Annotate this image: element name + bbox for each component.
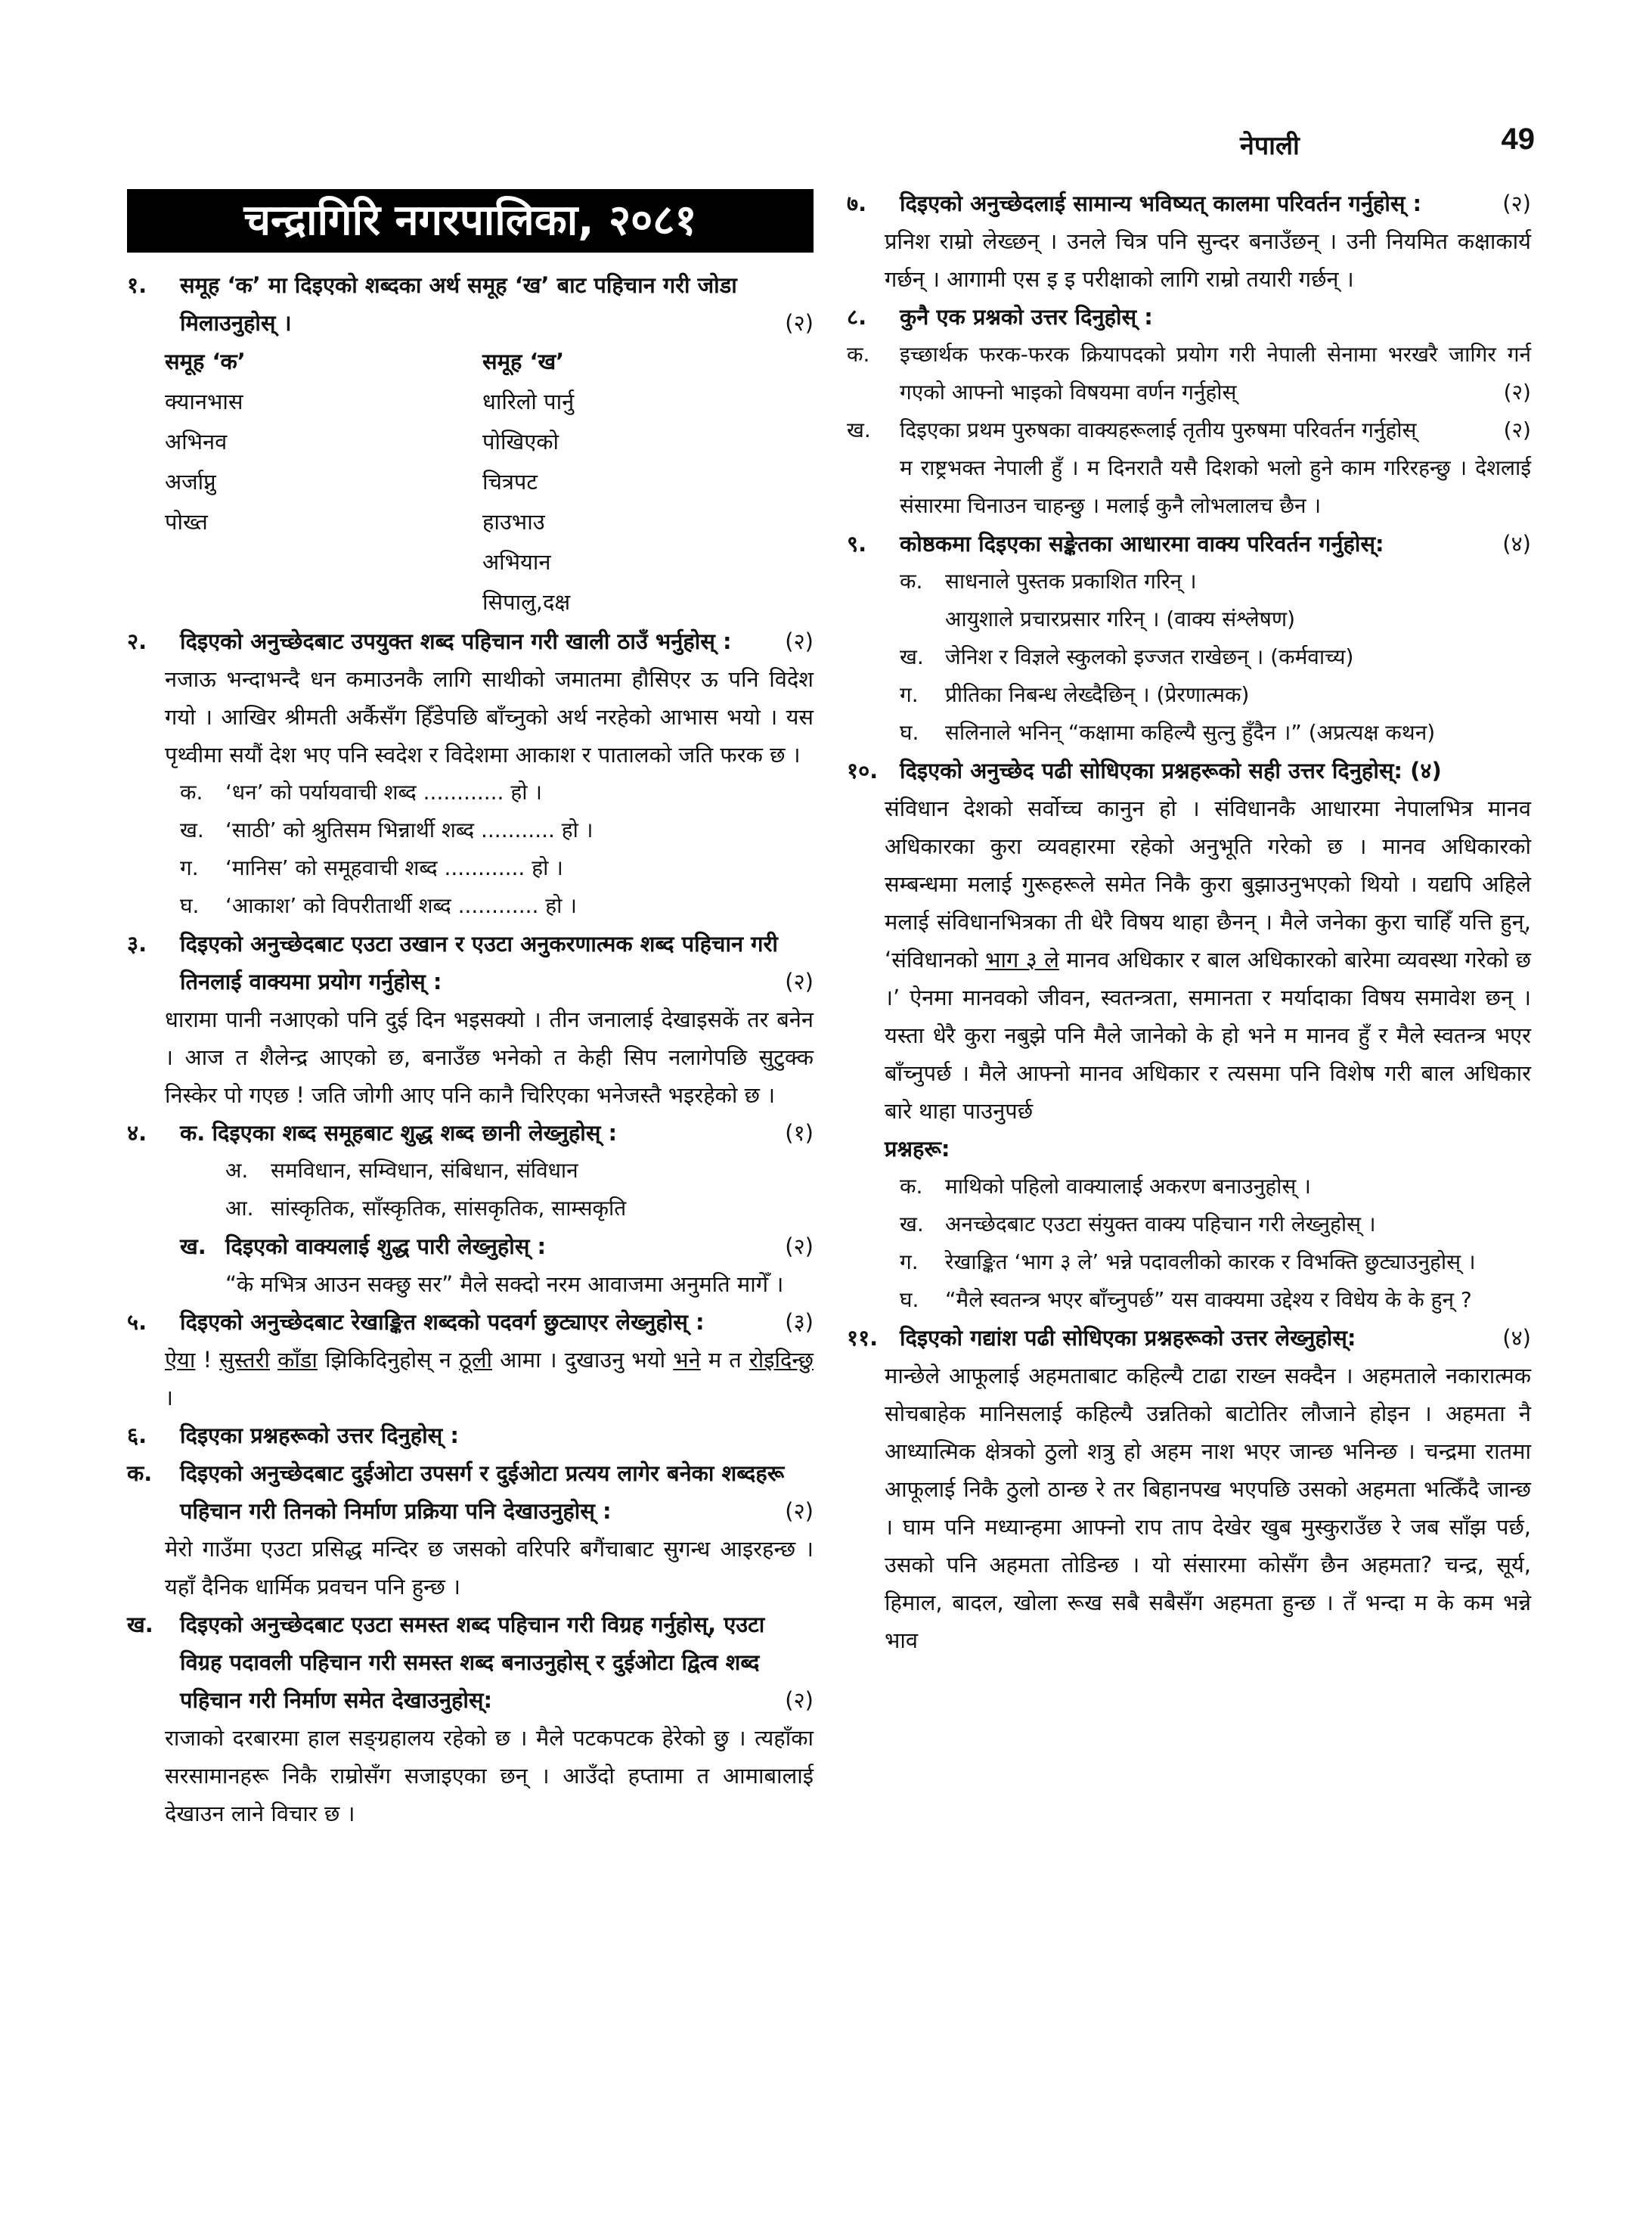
question-8b [847,411,1531,525]
sub-item [847,676,1531,714]
sub-text: ‘साठी’ को श्रुतिसम भिन्नार्थी शब्द ........... हो । [225,818,594,842]
marks: (२) [785,1687,814,1713]
passage-text: म त [700,1347,749,1373]
sub-text: सलिनाले भनिन् “कक्षामा कहिल्यै सुत्नु हुँदैन ।” (अप्रत्यक्ष कथन) [945,720,1436,745]
sub-text: दिइएका प्रथम पुरुषका वाक्यहरूलाई तृतीय पुरुषमा परिवर्तन गर्नुहोस् [900,417,1417,442]
sub-text: आयुशाले प्रचारप्रसार गरिन् । (वाक्य संश्लेषण) [945,607,1295,631]
sub-label: ख. [847,417,871,442]
question-4b [127,1227,814,1265]
sub-text: समविधान, सम्विधान, संबिधान, संविधान [271,1158,578,1183]
underlined-word: ऐया [165,1347,196,1373]
question-text: दिइएका शब्द समूहबाट शुद्ध शब्द छानी लेख्नुहोस् : [212,1120,618,1146]
group-a-item: अभिनव [165,429,228,455]
sub-text: इच्छार्थक फरक-फरक क्रियापदको प्रयोग गरी नेपाली सेनामा भरखरै जागिर गर्न गएको आफ्नो भाइको विषयमा वर्णन गर्नुहोस् [900,342,1531,405]
sub-label: ख. [900,1212,924,1236]
sub-text: माथिको पहिलो वाक्यालाई अकरण बनाउनुहोस् । [945,1174,1311,1199]
group-a-item [165,542,482,582]
sub-label: क. [847,342,870,367]
sub-item [847,563,1531,600]
question-number: ७. [847,191,867,216]
sub-text: “मैले स्वतन्त्र भएर बाँच्नुपर्छ” यस वाक्यमा उद्देश्य र विधेय के के हुन् ? [945,1287,1472,1312]
question-number: ५. [127,1309,147,1335]
marks: (२) [1503,417,1531,442]
passage-text: झिकिदिनुहोस् न [317,1347,459,1373]
marks: (२) [785,1498,814,1524]
sub-text: ‘धन’ को पर्यायवाची शब्द ............ हो । [225,780,542,805]
passage: धारामा पानी नआएको पनि दुई दिन भइसक्यो । तीन जनालाई देखाइसकें तर बनेन । आज त शैलेन्द्र आएको छ, बनाउँछ भनेको त केही सिप नलागेपछि सुटुक्क निस्केर पो गएछ ! जति जोगी आए पनि कानै चिरिएका भनेजस्तै भइरहेको छ । [165,1007,814,1108]
question-7 [847,185,1531,222]
group-a-item: क्यानभास [165,389,243,414]
passage: म राष्ट्रभक्त नेपाली हुँ । म दिनरातै यसै दिशको भलो हुने काम गरिरहन्छु । देशलाई संसारमा चिनाउन चाहन्छु । मलाई कुनै लोभलालच छैन । [900,455,1531,518]
sub-label: क. [127,1460,153,1486]
passage: मेरो गाउँमा एउटा प्रसिद्ध मन्दिर छ जसको वरिपरि बगैंचाबाट सुगन्ध आइरहन्छ । यहाँ दैनिक धार्मिक प्रवचन पनि हुन्छ । [165,1536,814,1599]
passage: मान्छेले आफूलाई अहमताबाट कहिल्यै टाढा राख्न सक्दैन । अहमताले नकारात्मक सोचबाहेक मानिसलाई कहिल्यै उन्नतिको बाटोतिर लौजाने होइन । अहमता नै आध्यात्मिक क्षेत्रको ठुलो शत्रु हो अहम नाश भएर जान्छ भनिन्छ । चन्द्रमा रातमा आफूलाई निकै ठुलो ठान्छ रे तर बिहानपख भएपछि उसको अहमता भत्किँदै जान्छ । घाम पनि मध्यान्हमा आफ्नो राप ताप देखेर खुब मुस्कुराउँछ रे जब साँझ पर्छ, उसको पनि अहमता तोडिन्छ । यो संसारमा कोसँग छैन अहमता? चन्द्र, सूर्य, हिमाल, बादल, खोला रूख सबै सबैसँग अहमता हुन्छ । तँ भन्दा म के कम भन्ने भाव [885,1363,1531,1653]
sub-item [127,774,814,811]
marks: (१) [785,1120,814,1146]
underlined-word: काँडा [277,1347,318,1373]
question-number: ६. [127,1423,147,1448]
question-8a [847,336,1531,411]
question-text: दिइएको अनुच्छेद पढी सोधिएका प्रश्नहरूको सही उत्तर दिनुहोस्: (४) [900,758,1442,783]
sub-label: क. [180,1120,206,1146]
question-6b [127,1606,814,1719]
underlined-word: भने [673,1347,701,1373]
question-text: कोष्ठकमा दिइएका सङ्केतका आधारमा वाक्य परिवर्तन गर्नुहोस्: [900,531,1384,557]
underlined-word: रोइदिन्छु [749,1347,814,1373]
sub-text: अनच्छेदबाट एउटा संयुक्त वाक्य पहिचान गरी लेख्नुहोस् । [945,1212,1376,1236]
sub-text: ‘मानिस’ को समूहवाची शब्द ............ हो । [225,855,563,880]
running-head-subject: नेपाली [1240,131,1300,161]
question-text: दिइएको अनुच्छेदबाट रेखाङ्कित शब्दको पदवर्ग छुट्याएर लेख्नुहोस् : [180,1309,705,1335]
question-1 [127,266,814,342]
page-number: 49 [1501,123,1535,156]
question-text: दिइएको गद्यांश पढी सोधिएका प्रश्नहरूको उत्तर लेख्नुहोस्: [900,1325,1356,1351]
sub-label: ख. [127,1612,153,1637]
group-a-heading: समूह ‘क’ [165,349,246,374]
sub-item [127,887,814,925]
question-8 [847,298,1531,336]
matching-table [127,342,814,622]
sub-label: क. [900,569,923,594]
marks: (४) [1502,531,1531,557]
sub-label: अ. [225,1158,249,1183]
sub-item [127,849,814,887]
question-number: ११. [847,1325,879,1351]
passage-text: । [165,1385,173,1410]
marks: (२) [1503,380,1531,405]
question-10 [847,752,1531,790]
group-b-item: सिपालु,दक्ष [482,589,571,615]
question-number: ३. [127,931,147,957]
question-text: दिइएको अनुच्छेदलाई सामान्य भविष्यत् कालमा परिवर्तन गर्नुहोस् : [900,191,1422,216]
underlined-word: सुस्तरी [219,1347,270,1373]
page-header [817,123,1535,172]
passage-text [270,1347,277,1373]
left-column [127,189,814,1832]
marks: (४) [1502,1325,1531,1351]
sub-label: ख. [180,818,204,842]
group-b-item: पोखिएको [482,429,559,455]
right-column [847,185,1531,1659]
question-2 [127,622,814,660]
question-text: कुनै एक प्रश्नको उत्तर दिनुहोस् : [900,304,1153,330]
sub-label: ख. [180,1233,206,1259]
sub-item [847,1205,1531,1243]
sub-text: सांस्कृतिक, साँस्कृतिक, सांसकृतिक, साम्सकृति [271,1196,627,1221]
marks: (२) [785,969,814,994]
question-4a [127,1114,814,1152]
question-6 [127,1416,814,1454]
question-text: दिइएको वाक्यलाई शुद्ध पारी लेख्नुहोस् : [225,1233,547,1259]
passage-text: मानव अधिकार र बाल अधिकारको बारेमा व्यवस्था गरेको छ ।’ ऐनमा मानवको जीवन, स्वतन्त्रता, समानता र मर्यादाका विषय समावेश छन् । यस्ता धेरै कुरा नबुझे पनि मैले जानेको के हो भने म मानव हुँ र मैले स्वतन्त्र भएर बाँच्नुपर्छ । मैले आफ्नो मानव अधिकार र त्यसमा पनि विशेष गरी बाल अधिकार बारे थाहा पाउनुपर्छ [885,947,1531,1124]
sub-item [847,600,1531,638]
passage-text: ! [195,1347,220,1373]
sub-text: रेखाङ्कित ‘भाग ३ ले’ भन्ने पदावलीको कारक र विभक्ति छुट्याउनुहोस् । [945,1249,1476,1274]
passage [127,1341,814,1416]
group-b-heading: समूह ‘ख’ [482,349,565,374]
sub-text: जेनिश र विज्ञले स्कुलको इज्जत राखेछन् । (कर्मवाच्य) [945,644,1354,669]
sub-label: ख. [900,644,924,669]
sub-label: क. [180,780,203,805]
marks: (३) [785,1309,814,1335]
sub-item [127,811,814,849]
sub-label: घ. [900,1287,919,1312]
question-number: १. [127,272,147,298]
passage-text: आमा । दुखाउनु भयो [492,1347,674,1373]
question-text: दिइएको अनुच्छेदबाट दुईओटा उपसर्ग र दुईओटा प्रत्यय लागेर बनेका शब्दहरू पहिचान गरी तिनको निर्माण प्रक्रिया पनि देखाउनुहोस् : [180,1460,785,1524]
sub-text: प्रीतिका निबन्ध लेख्दैछिन् । (प्रेरणात्मक) [945,682,1250,707]
marks: (२) [1502,191,1531,216]
sub-text: साधनाले पुस्तक प्रकाशित गरिन् । [945,569,1197,594]
question-number: २. [127,628,147,654]
sub-item [847,1243,1531,1281]
sub-item [847,638,1531,676]
sub-label: ग. [180,855,199,880]
passage: प्रनिश राम्रो लेख्छन् । उनले चित्र पनि सुन्दर बनाउँछन् । उनी नियमित कक्षाकार्य गर्छन् । आगामी एस इ इ परीक्षाको लागि राम्रो तयारी गर्छन् । [885,228,1531,292]
sub-item [847,1168,1531,1205]
marks: (२) [785,310,814,336]
sub-item [127,1152,814,1190]
group-a-item: पोख्त [165,509,208,535]
passage: नजाऊ भन्दाभन्दै धन कमाउनकै लागि साथीको जमातमा हौसिएर ऊ पनि विदेश गयो । आखिर श्रीमती अर्कैसँग हिँडेपछि बाँच्नुको अर्थ नरहेको आभास भयो । यस पृथ्वीमा सयौं देश भए पनि स्वदेश र विदेशमा आकाश र पातालको जति फरक छ । [165,666,814,768]
question-9 [847,525,1531,563]
sub-label: घ. [180,893,200,918]
question-6a [127,1454,814,1530]
passage-text: संविधान देशको सर्वोच्च कानुन हो । संविधानकै आधारमा नेपालभित्र मानव अधिकारका कुरा व्यवहारमा रहेको अनुभूति गरेको छ । मानव अधिकारको सम्बन्धमा मलाई गुरूहरूले समेत निकै कुरा बुझाउनुभएको थियो । यद्यपि अहिले मलाई संविधानभित्रका ती धेरै विषय थाहा छैनन् । मैले जनेका कुरा चाहिँ यत्ति हुन्, ‘संविधानको [885,796,1531,973]
marks: (२) [785,1233,814,1259]
questions-heading: प्रश्नहरू: [885,1136,950,1162]
question-text: दिइएका प्रश्नहरूको उत्तर दिनुहोस् : [180,1423,459,1448]
group-b-item: हाउभाउ [482,509,545,535]
question-text: दिइएको अनुच्छेदबाट उपयुक्त शब्द पहिचान गरी खाली ठाउँ भर्नुहोस् : [180,628,732,654]
sub-label: घ. [900,720,919,745]
question-number: १०. [847,758,879,783]
question-number: ४. [127,1120,147,1146]
sub-item [847,714,1531,752]
passage: “के मभित्र आउन सक्छु सर” मैले सक्दो नरम आवाजमा अनुमति मागेँ । [225,1271,784,1297]
question-11 [847,1319,1531,1357]
sub-label: ग. [900,682,919,707]
question-3 [127,925,814,1001]
passage [847,790,1531,1130]
sub-label: ग. [900,1249,919,1274]
group-a-item [165,582,482,622]
question-text: दिइएको अनुच्छेदबाट एउटा समस्त शब्द पहिचान गरी विग्रह गर्नुहोस्, एउटा विग्रह पदावली पहिचान गरी समस्त शब्द बनाउनुहोस् र दुईओटा द्वित्व शब्द पहिचान गरी निर्माण समेत देखाउनुहोस्: [180,1612,765,1713]
question-number: ९. [847,531,867,557]
question-text: समूह ‘क’ मा दिइएको शब्दका अर्थ समूह ‘ख’ बाट पहिचान गरी जोडा मिलाउनुहोस् । [180,272,737,336]
group-b-item: धारिलो पार्नु [482,389,575,414]
question-5 [127,1303,814,1341]
sub-item [127,1190,814,1227]
sub-label: आ. [225,1196,254,1221]
group-b-item: अभियान [482,549,551,575]
marks: (२) [785,628,814,654]
group-a-item: अर्जाप्नु [165,469,216,495]
section-title: चन्द्रागिरि नगरपालिका, २०८१ [127,189,814,253]
question-number: ८. [847,304,867,330]
sub-label: क. [900,1174,923,1199]
sub-text: ‘आकाश’ को विपरीतार्थी शब्द ............ हो । [225,893,577,918]
sub-item [847,1281,1531,1319]
underlined-phrase: भाग ३ ले [985,947,1059,973]
underlined-word: ठूली [458,1347,492,1373]
group-b-item: चित्रपट [482,469,538,495]
question-text: दिइएको अनुच्छेदबाट एउटा उखान र एउटा अनुकरणात्मक शब्द पहिचान गरी तिनलाई वाक्यमा प्रयोग गर्नुहोस् : [180,931,778,994]
passage: राजाको दरबारमा हाल सङ्ग्रहालय रहेको छ । मैले पटकपटक हेरेको छु । त्यहाँका सरसामानहरू निकै राम्रोसँग सजाइएका छन् । आउँदो हप्तामा त आमाबालाई देखाउन लाने विचार छ । [165,1725,814,1826]
